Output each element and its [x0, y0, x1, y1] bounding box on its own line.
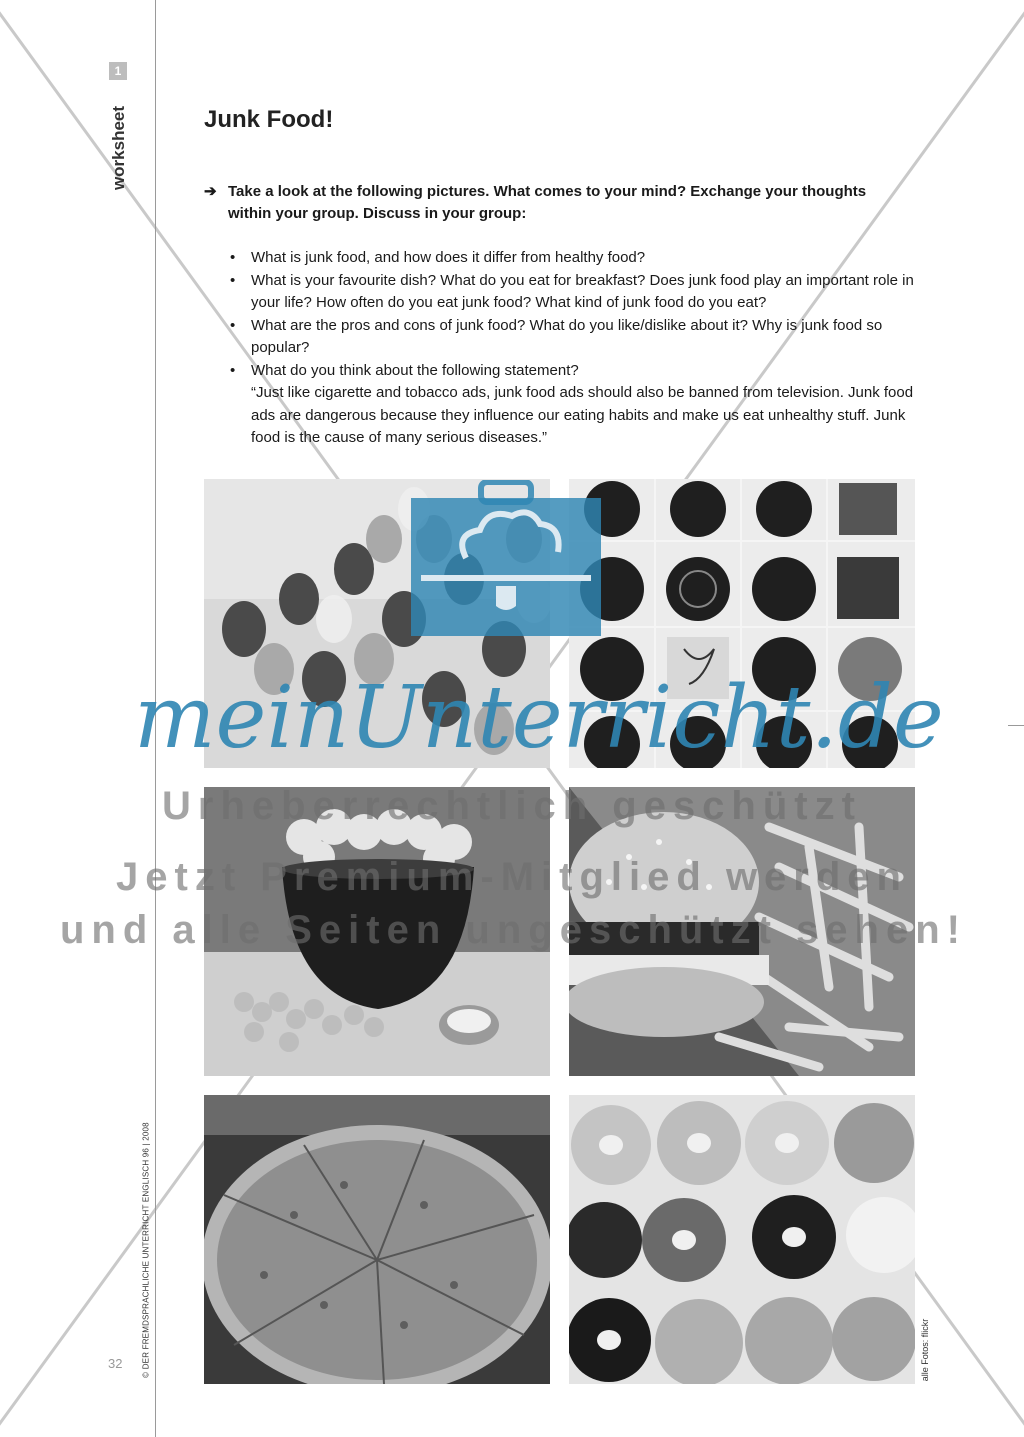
- photo-gummy-bears: [204, 479, 550, 768]
- watermark-brand: meinUnterricht.de: [134, 668, 944, 768]
- watermark-line-3: und alle Seiten ungeschützt sehen!: [60, 908, 967, 952]
- page-number: 32: [108, 1356, 123, 1371]
- section-number-badge: 1: [109, 62, 127, 80]
- question-item: [230, 360, 920, 450]
- task-instruction: [204, 181, 904, 225]
- statement-quote: “Just like cigarette and tobacco ads, junk food ads should also be banned from television. Junk food ads are dangerous because they influence our eating habits and make us eat unhealthy stuff. Junk food is the cause of many serious diseases.”: [251, 384, 914, 446]
- watermark-line-2: Jetzt Premium-Mitglied werden: [116, 855, 908, 899]
- photo-burger-fries: [569, 787, 915, 1076]
- question-item: [230, 315, 920, 360]
- question-item: [230, 270, 920, 315]
- photo-popcorn: [204, 787, 550, 1076]
- question-text: What is junk food, and how does it differ from healthy food?: [251, 249, 646, 266]
- photo-donuts: [569, 1095, 915, 1384]
- task-text: Take a look at the following pictures. What comes to your mind? Exchange your thoughts within your group. Discuss in your group:: [228, 183, 867, 222]
- question-text: What do you think about the following statement?: [251, 361, 579, 379]
- discussion-questions: [230, 247, 920, 450]
- photo-pizza: [204, 1095, 550, 1384]
- watermark-line-1: Urheberrechtlich geschützt: [162, 784, 862, 828]
- margin-tick: [1008, 725, 1024, 726]
- margin-line: [155, 0, 156, 1437]
- publisher-label: © DER FREMDSPRACHLICHE UNTERRICHT ENGLISCH 96 | 2008: [141, 1122, 151, 1378]
- photo-credit: alle Fotos: flickr: [920, 1318, 930, 1382]
- arrow-icon: ➔: [204, 183, 217, 200]
- question-text: What is your favourite dish? What do you eat for breakfast? Does junk food play an important role in your life? How often do you eat junk food? What kind of junk food do you eat?: [251, 271, 914, 311]
- question-text: What are the pros and cons of junk food? What do you like/dislike about it? Why is junk food so popular?: [251, 316, 883, 356]
- page-title: Junk Food!: [204, 106, 334, 133]
- worksheet-label: worksheet: [109, 105, 128, 191]
- photo-chocolates: [569, 479, 915, 768]
- question-item: [230, 247, 920, 270]
